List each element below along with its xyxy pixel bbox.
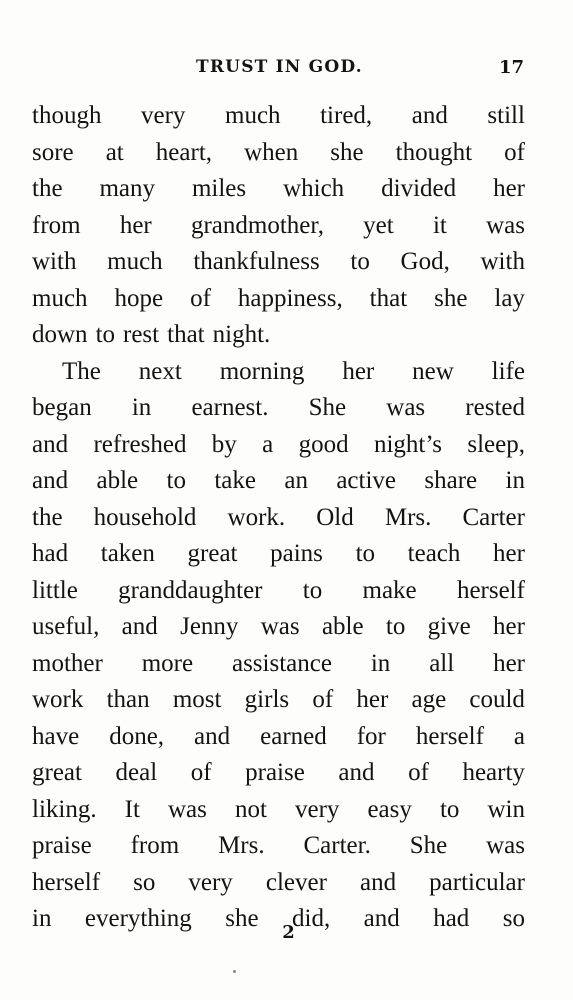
word: deal (115, 759, 158, 786)
word: the (32, 175, 63, 202)
word: of (504, 138, 525, 166)
word: everything (84, 905, 192, 932)
word: with (480, 248, 525, 275)
word: to (302, 576, 323, 604)
word: her (493, 613, 525, 640)
word: so (502, 905, 525, 932)
word: though (32, 102, 102, 129)
word: She (308, 394, 347, 421)
word: more (141, 649, 194, 677)
word: down (32, 321, 88, 348)
word: thought (395, 138, 473, 166)
word: very (141, 102, 186, 129)
text-line (32, 354, 525, 391)
text-line (32, 281, 525, 318)
word: her (493, 540, 525, 567)
word: was (486, 211, 525, 239)
word: little (32, 576, 78, 604)
word: it (432, 211, 447, 239)
word: so (133, 868, 156, 896)
word: pains (270, 540, 323, 567)
word: take (214, 467, 256, 494)
word: very (294, 795, 340, 823)
word: which (283, 175, 345, 202)
word: an (284, 467, 308, 494)
word: Mrs. (218, 832, 265, 859)
word: and (338, 759, 375, 786)
page-number: 17 (498, 57, 524, 78)
word: than (106, 686, 150, 713)
word: most (172, 686, 222, 713)
word: by (211, 430, 237, 458)
word: was (260, 613, 300, 640)
word: refreshed (93, 430, 187, 458)
paper-speck (233, 970, 236, 973)
word: mother (32, 649, 103, 677)
word: herself (456, 576, 525, 604)
word: was (386, 394, 426, 421)
text-line (32, 500, 525, 537)
word: many (99, 175, 156, 202)
word: liking. (32, 795, 97, 823)
word: have (32, 722, 80, 750)
word: teach (407, 540, 461, 567)
word: happiness, (237, 284, 343, 312)
word: of (408, 759, 429, 786)
text-line (32, 646, 525, 683)
body-text (32, 98, 525, 938)
word: good (298, 430, 349, 458)
word: miles (191, 175, 247, 202)
word: girls (244, 686, 290, 713)
word: to (350, 248, 370, 275)
word: had (32, 540, 69, 567)
word: taken (100, 540, 155, 567)
word: hearty (462, 759, 525, 786)
word: tired, (320, 102, 373, 129)
word: when (244, 138, 299, 166)
word: did, (292, 905, 331, 932)
word: she (434, 284, 468, 312)
word: life (491, 357, 525, 385)
word: from (32, 211, 81, 239)
text-line (32, 755, 525, 792)
word: night. (212, 321, 271, 348)
word: she (225, 905, 259, 932)
word: praise (32, 832, 92, 859)
word: share (424, 467, 478, 494)
text-line (32, 573, 525, 610)
signature-mark: 2 (282, 922, 295, 943)
word: for (356, 722, 386, 750)
word: praise (245, 759, 305, 786)
word: hope (114, 284, 164, 312)
word: Old (316, 503, 354, 531)
word: useful, (32, 613, 100, 640)
text-line (32, 719, 525, 756)
word: could (469, 686, 525, 713)
word: sore (32, 138, 74, 166)
word: and (194, 722, 231, 750)
word: sleep, (467, 430, 525, 458)
word: of (190, 284, 211, 312)
word: her (493, 649, 525, 677)
word: at (105, 138, 124, 166)
text-line (32, 828, 525, 865)
word: done, (109, 722, 165, 750)
text-line (32, 171, 525, 208)
word: was (486, 832, 525, 859)
word: she (330, 138, 364, 166)
word: in (131, 394, 152, 421)
word: work (32, 686, 84, 713)
word: win (487, 795, 525, 823)
page-header (0, 57, 573, 81)
word: to (95, 321, 116, 348)
word: her (493, 175, 525, 202)
word: make (362, 576, 417, 604)
text-line (32, 682, 525, 719)
word: The (62, 357, 101, 385)
text-line (32, 98, 525, 135)
word: to (166, 467, 186, 494)
word: a (513, 722, 525, 750)
word: and (121, 613, 158, 640)
word: a (262, 430, 274, 458)
text-line (32, 536, 525, 573)
word: that (369, 284, 408, 312)
text-line (32, 317, 525, 354)
word: Carter (462, 503, 525, 531)
word: able (96, 467, 139, 494)
word: work. (227, 503, 286, 531)
word: give (427, 613, 471, 640)
word: her (119, 211, 152, 239)
text-line (32, 865, 525, 902)
word: She (409, 832, 448, 859)
word: all (429, 649, 455, 677)
word: assistance (231, 649, 332, 677)
word: great (32, 759, 82, 786)
word: that (167, 321, 205, 348)
word: night’s (373, 430, 443, 458)
text-line (32, 135, 525, 172)
word: Mrs. (384, 503, 432, 531)
word: herself (32, 868, 101, 896)
word: easy (367, 795, 412, 823)
word: to (439, 795, 460, 823)
word: began (32, 394, 92, 421)
word: new (412, 357, 454, 385)
word: heart, (155, 138, 213, 166)
word: was (168, 795, 207, 823)
word: and (411, 102, 448, 129)
word: still (487, 102, 525, 129)
word: and (32, 467, 69, 494)
word: yet (363, 211, 394, 239)
word: in (505, 467, 525, 494)
word: the (32, 503, 63, 531)
word: granddaughter (118, 576, 263, 604)
word: earnest. (191, 394, 269, 421)
text-line (32, 427, 525, 464)
text-line (32, 208, 525, 245)
word: household (93, 503, 197, 531)
text-line (32, 244, 525, 281)
word: and (32, 430, 69, 458)
word: not (234, 795, 267, 823)
word: of (312, 686, 334, 713)
text-line (32, 463, 525, 500)
word: thankfulness (193, 248, 320, 275)
word: active (336, 467, 397, 494)
text-line (32, 609, 525, 646)
word: lay (494, 284, 525, 312)
word: and (363, 905, 400, 932)
word: grandmother, (190, 211, 324, 239)
word: morning (219, 357, 305, 385)
text-line (32, 390, 525, 427)
running-head: TRUST IN GOD. (196, 57, 363, 77)
word: God, (400, 248, 450, 275)
word: very (188, 868, 233, 896)
word: Jenny (180, 613, 239, 640)
word: to (385, 613, 406, 640)
word: rest (123, 321, 160, 348)
word: able (321, 613, 364, 640)
word: much (32, 284, 88, 312)
word: her (356, 686, 389, 713)
word: age (411, 686, 447, 713)
text-line (32, 792, 525, 829)
word: earned (260, 722, 327, 750)
word: Carter. (303, 832, 371, 859)
word: rested (465, 394, 525, 421)
word: had (433, 905, 470, 932)
word: to (355, 540, 376, 567)
word: in (370, 649, 391, 677)
word: and (360, 868, 397, 896)
word: much (225, 102, 281, 129)
word: herself (415, 722, 484, 750)
word: great (187, 540, 238, 567)
word: clever (265, 868, 327, 896)
word: divided (381, 175, 457, 202)
word: It (124, 795, 140, 823)
word: with (32, 248, 77, 275)
word: next (138, 357, 182, 385)
word: in (32, 905, 52, 932)
word: much (107, 248, 163, 275)
word: her (342, 357, 375, 385)
word: particular (429, 868, 525, 896)
word: of (190, 759, 212, 786)
word: from (130, 832, 180, 859)
